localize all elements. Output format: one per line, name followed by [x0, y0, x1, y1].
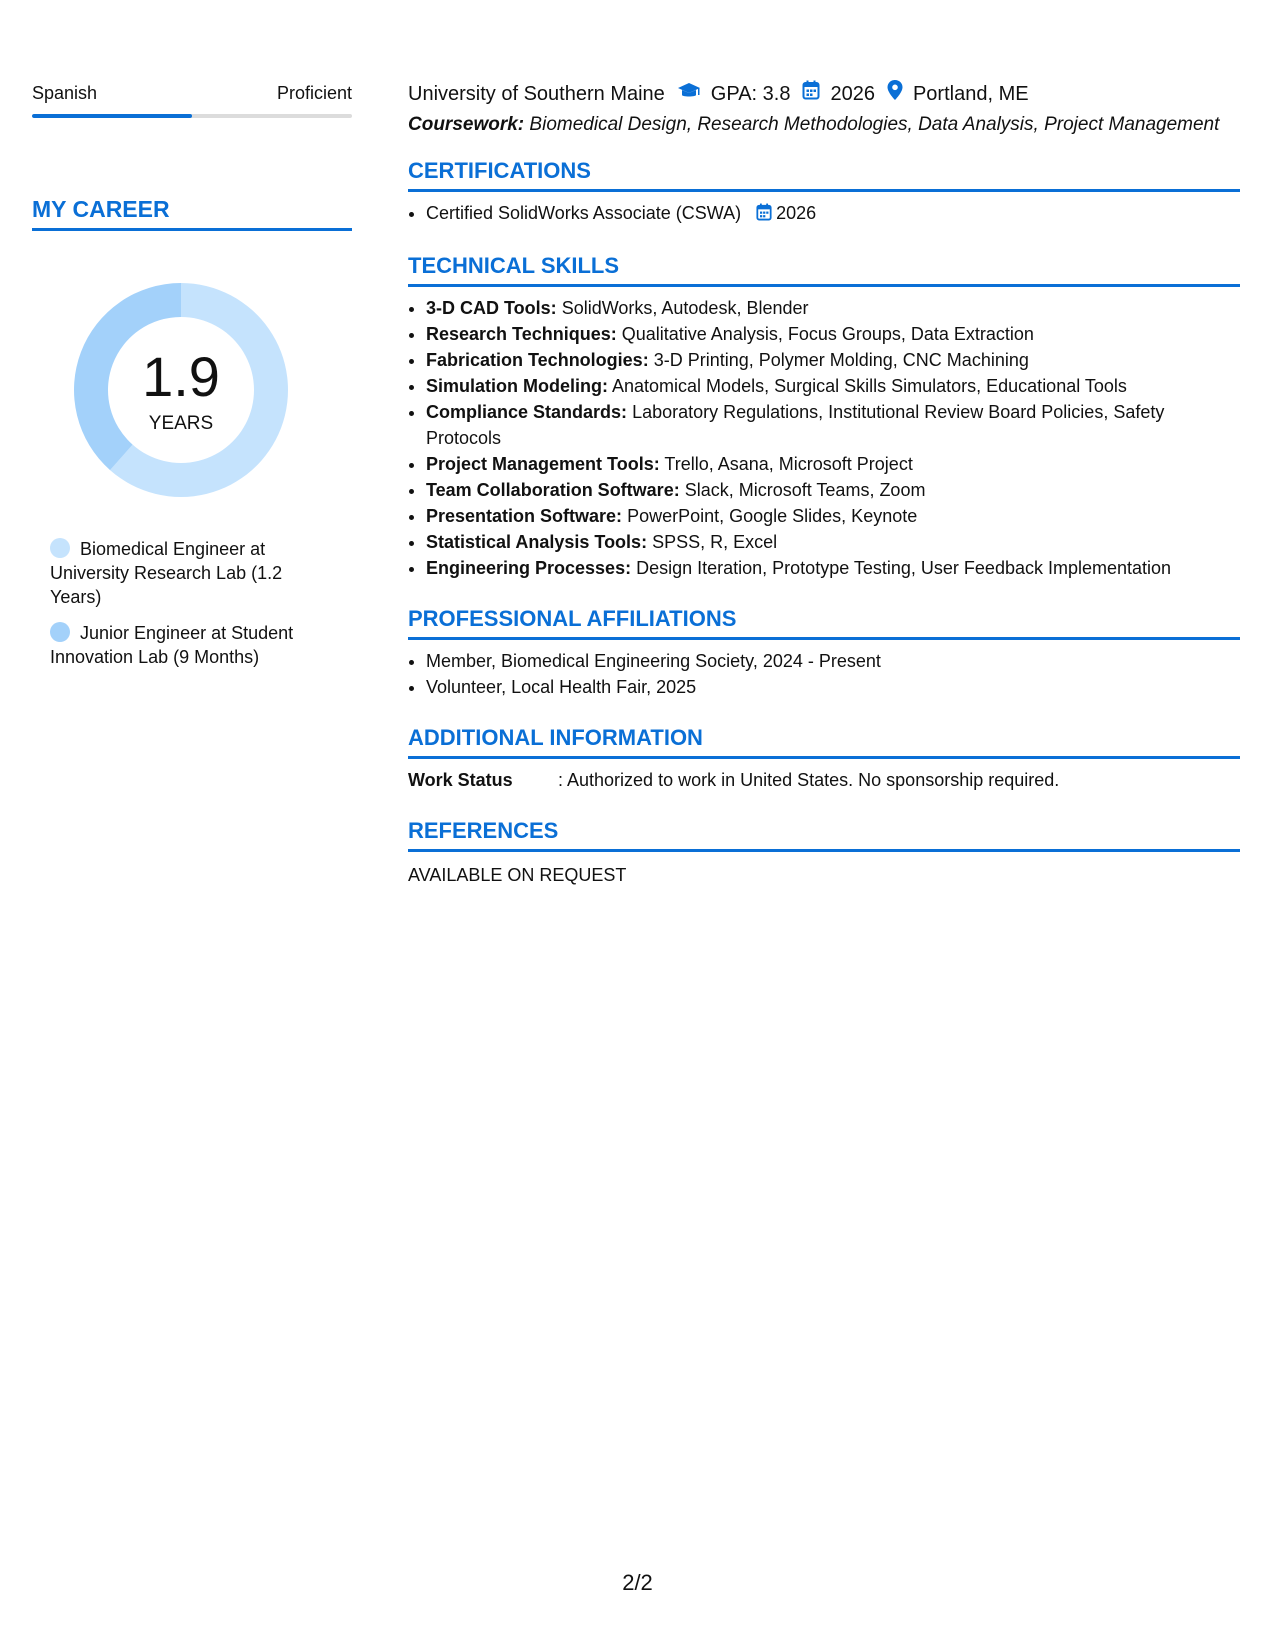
- career-total-value: 1.9: [142, 345, 220, 408]
- skill-value: PowerPoint, Google Slides, Keynote: [627, 506, 918, 526]
- list-item: [426, 321, 1240, 347]
- career-heading: MY CAREER: [32, 194, 352, 231]
- legend-dot: [50, 538, 70, 558]
- career-donut-chart: [66, 275, 296, 505]
- skill-value: Design Iteration, Prototype Testing, User Feedback Implementation: [636, 558, 1172, 578]
- legend-item: [50, 537, 310, 609]
- skill-label: Simulation Modeling:: [426, 376, 608, 396]
- list-item: [426, 200, 1240, 228]
- legend-dot: [50, 622, 70, 642]
- list-item: • Volunteer, Local Health Fair, 2025: [426, 674, 1240, 700]
- skill-label: 3-D CAD Tools:: [426, 298, 557, 318]
- calendar-icon: [802, 80, 820, 107]
- certification-year: 2026: [776, 203, 817, 223]
- list-item: [426, 399, 1240, 451]
- skills-list: [408, 295, 1240, 581]
- list-item: [426, 555, 1240, 581]
- skill-label: Fabrication Technologies:: [426, 350, 649, 370]
- language-proficiency-bar: [32, 114, 352, 118]
- skill-label: Engineering Processes:: [426, 558, 632, 578]
- certifications-list: [408, 200, 1240, 228]
- list-item: [426, 451, 1240, 477]
- language-level: Proficient: [276, 83, 352, 103]
- skill-value: Laboratory Regulations, Institutional Review Board Policies, Safety Protocols: [426, 402, 1165, 448]
- work-status-label: Work Status: [408, 770, 513, 790]
- language-proficiency-fill: [32, 114, 192, 118]
- skill-value: Slack, Microsoft Teams, Zoom: [684, 480, 926, 500]
- list-item: [426, 373, 1240, 399]
- skill-value: SolidWorks, Autodesk, Blender: [561, 298, 809, 318]
- coursework: [408, 113, 1240, 137]
- page-number: 2/2: [622, 1570, 653, 1595]
- skill-label: Project Management Tools:: [426, 454, 660, 474]
- technical-skills-heading: TECHNICAL SKILLS: [408, 252, 1240, 287]
- legend-label: Biomedical Engineer at University Research Lab (1.2 Years): [50, 539, 283, 607]
- career-total-unit: YEARS: [148, 413, 214, 434]
- calendar-icon: [756, 202, 772, 228]
- skill-value: Anatomical Models, Surgical Skills Simulators, Educational Tools: [612, 376, 1127, 396]
- references-heading: REFERENCES: [408, 817, 1240, 852]
- left-column: [32, 80, 352, 681]
- skill-value: Qualitative Analysis, Focus Groups, Data Extraction: [621, 324, 1034, 344]
- coursework-label: Coursework:: [408, 114, 525, 135]
- work-status-row: [408, 767, 1240, 793]
- skill-label: Compliance Standards:: [426, 402, 628, 422]
- references-text: AVAILABLE ON REQUEST: [408, 865, 627, 885]
- skill-label: Team Collaboration Software:: [426, 480, 680, 500]
- list-item: [426, 295, 1240, 321]
- graduation-cap-icon: [677, 81, 701, 107]
- legend-label: Junior Engineer at Student Innovation Lab (9 Months): [50, 623, 294, 667]
- list-item: [426, 347, 1240, 373]
- skill-label: Research Techniques:: [426, 324, 617, 344]
- legend-item: [50, 621, 310, 669]
- certification-name: Certified SolidWorks Associate (CSWA): [426, 203, 742, 223]
- work-status-value: : Authorized to work in United States. No sponsorship required.: [558, 770, 1060, 790]
- school-location: Portland, ME: [912, 82, 1029, 105]
- career-legend: [32, 537, 352, 669]
- certifications-heading: CERTIFICATIONS: [408, 157, 1240, 192]
- coursework-list: Biomedical Design, Research Methodologies, Data Analysis, Project Management: [529, 114, 1220, 135]
- gpa: GPA: 3.8: [710, 82, 791, 105]
- school-name: University of Southern Maine: [408, 82, 665, 105]
- skill-label: Statistical Analysis Tools:: [426, 532, 648, 552]
- additional-info-heading: ADDITIONAL INFORMATION: [408, 724, 1240, 759]
- right-column: [408, 80, 1240, 888]
- language-row: [32, 80, 352, 106]
- language-name: Spanish: [32, 83, 98, 103]
- education-line: [408, 80, 1240, 107]
- skill-label: Presentation Software:: [426, 506, 623, 526]
- affiliations-list: [408, 648, 1240, 700]
- graduation-year: 2026: [830, 82, 875, 105]
- skill-value: Trello, Asana, Microsoft Project: [664, 454, 913, 474]
- list-item: [426, 477, 1240, 503]
- list-item: [426, 503, 1240, 529]
- affiliations-heading: PROFESSIONAL AFFILIATIONS: [408, 605, 1240, 640]
- list-item: • Member, Biomedical Engineering Society, 2024 - Present: [426, 648, 1240, 674]
- map-pin-icon: [887, 80, 903, 107]
- skill-value: 3-D Printing, Polymer Molding, CNC Machining: [653, 350, 1029, 370]
- skill-value: SPSS, R, Excel: [652, 532, 778, 552]
- list-item: [426, 529, 1240, 555]
